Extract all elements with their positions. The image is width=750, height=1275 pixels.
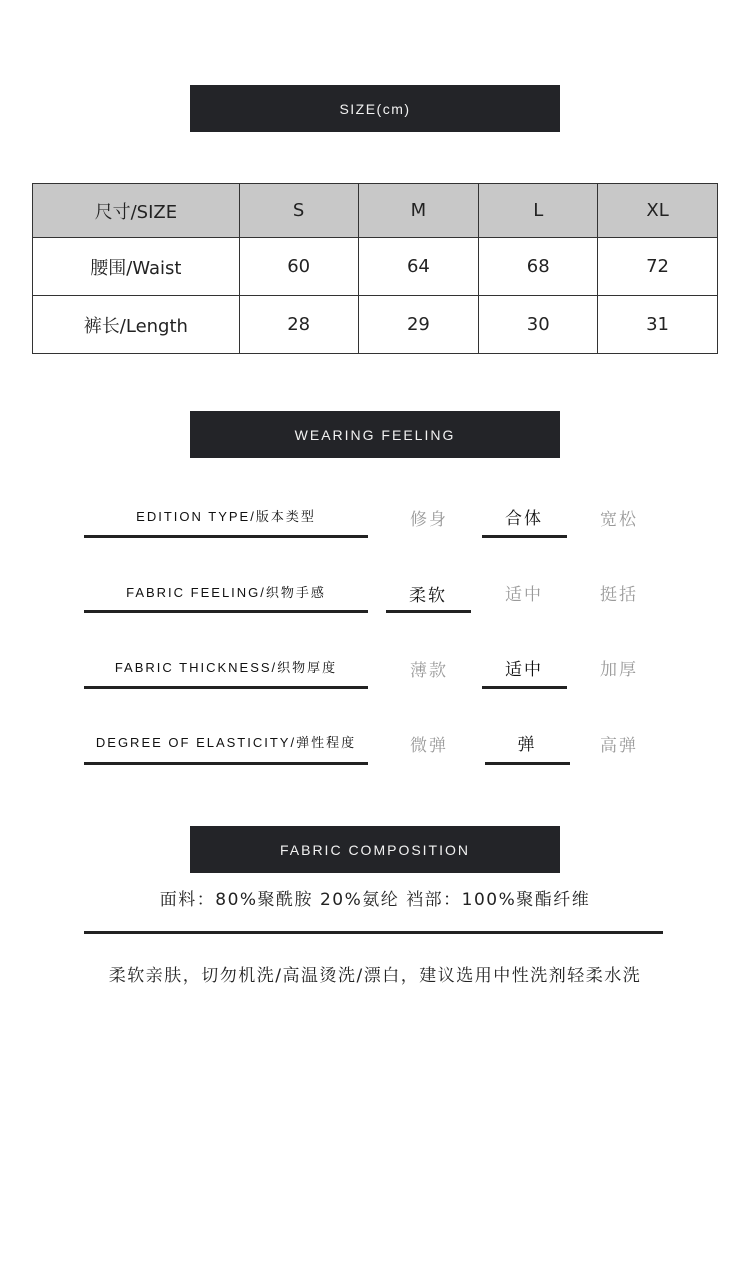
option-thick: 加厚 <box>600 660 638 680</box>
cell-value: 72 <box>598 238 718 296</box>
label-underline <box>84 535 368 538</box>
fabric-composition-banner: FABRIC COMPOSITION <box>190 826 560 873</box>
option-slight-stretch: 微弹 <box>410 736 448 756</box>
option-soft-selected: 柔软 <box>409 586 447 606</box>
row-label: 裤长/Length <box>33 296 240 354</box>
row-label: 腰围/Waist <box>33 238 240 296</box>
care-instructions: 柔软亲肤，切勿机洗/高温烫洗/漂白，建议选用中性洗剂轻柔水洗 <box>108 966 642 986</box>
size-row-waist <box>33 238 718 296</box>
size-banner: SIZE(cm) <box>190 85 560 132</box>
feeling-row-edition-type <box>0 506 750 556</box>
feeling-label: DEGREE OF ELASTICITY/弹性程度 <box>95 735 357 750</box>
size-header-s: S <box>239 184 358 238</box>
feeling-label: FABRIC FEELING/织物手感 <box>126 585 326 600</box>
cell-value: 31 <box>598 296 718 354</box>
selected-underline <box>386 610 471 613</box>
size-header-m: M <box>358 184 479 238</box>
option-loose: 宽松 <box>600 510 638 530</box>
wearing-feeling-banner: WEARING FEELING <box>190 411 560 458</box>
option-medium-selected: 适中 <box>505 660 543 680</box>
option-stretch-selected: 弹 <box>517 735 537 755</box>
option-slim: 修身 <box>410 510 448 530</box>
cell-value: 29 <box>358 296 479 354</box>
size-header-l: L <box>479 184 598 238</box>
cell-value: 28 <box>239 296 358 354</box>
option-moderate: 适中 <box>505 585 543 605</box>
composition-text: 面料：80%聚酰胺 20%氨纶 裆部：100%聚酯纤维 <box>159 890 591 910</box>
feeling-label: FABRIC THICKNESS/织物厚度 <box>114 660 338 675</box>
selected-underline <box>485 762 570 765</box>
option-regular-selected: 合体 <box>505 509 543 529</box>
option-stiff: 挺括 <box>600 585 638 605</box>
label-underline <box>84 686 368 689</box>
size-table-header-row <box>33 184 718 238</box>
composition-divider <box>84 931 663 934</box>
feeling-row-fabric-thickness <box>0 657 750 707</box>
feeling-row-fabric-feeling <box>0 582 750 632</box>
feeling-row-elasticity <box>0 732 750 782</box>
selected-underline <box>482 686 567 689</box>
option-high-stretch: 高弹 <box>600 736 638 756</box>
size-header-xl: XL <box>598 184 718 238</box>
cell-value: 30 <box>479 296 598 354</box>
size-row-length <box>33 296 718 354</box>
cell-value: 68 <box>479 238 598 296</box>
cell-value: 60 <box>239 238 358 296</box>
label-underline <box>84 610 368 613</box>
feeling-label: EDITION TYPE/版本类型 <box>136 509 316 524</box>
size-table <box>32 183 718 354</box>
option-thin: 薄款 <box>410 661 448 681</box>
label-underline <box>84 762 368 765</box>
size-header-label: 尺寸/SIZE <box>33 184 240 238</box>
selected-underline <box>482 535 567 538</box>
cell-value: 64 <box>358 238 479 296</box>
